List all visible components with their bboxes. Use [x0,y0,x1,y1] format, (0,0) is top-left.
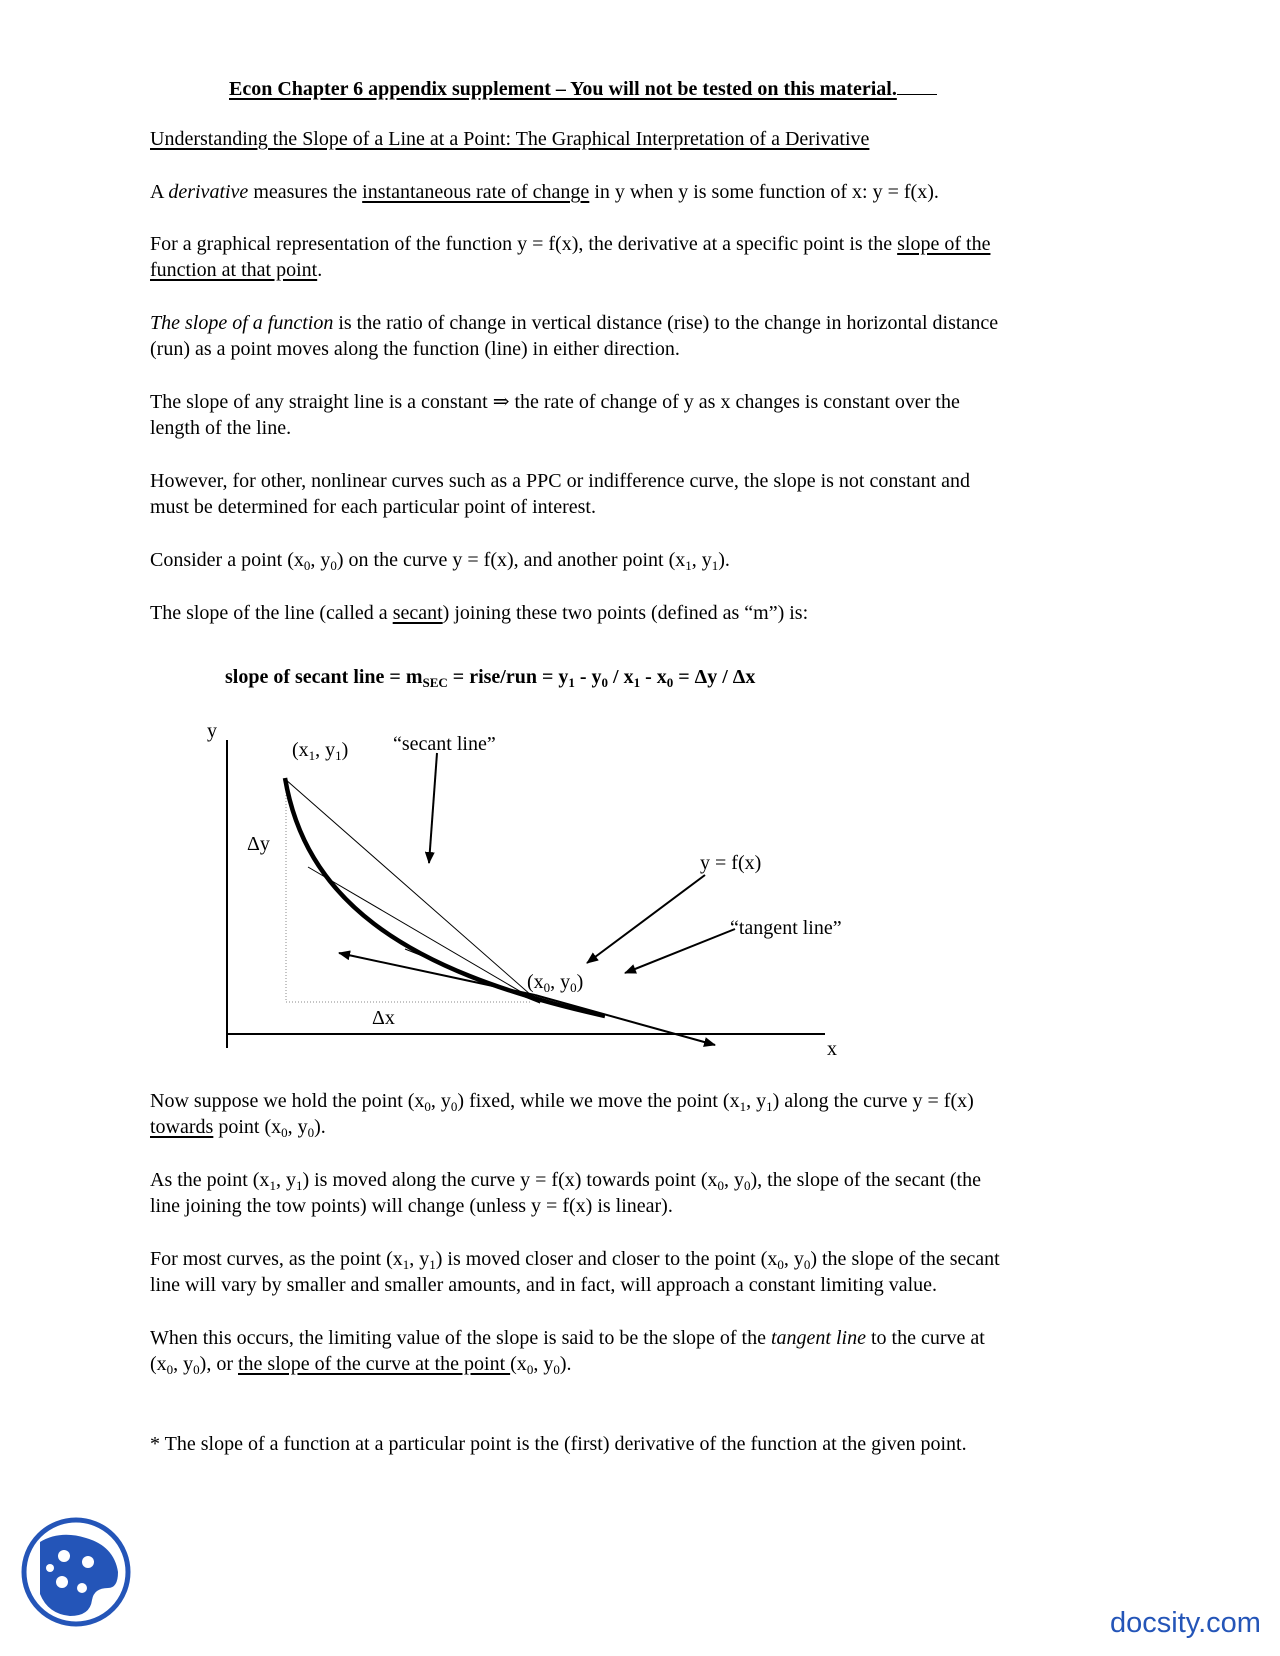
text: measures the [248,181,363,203]
heading-text: Econ Chapter 6 appendix supplement – You will not be tested on this material. [229,78,897,100]
text: in y when y is some function of x: y = f(x). [589,181,939,203]
subscript: 0 [777,1257,784,1272]
text: to the curve at [865,1327,985,1349]
text: For a graphical representation of the function y = f(x), the derivative at a specific point is the [150,233,898,255]
text: ) the slope of the secant [810,1248,1000,1270]
text: - y [574,666,602,688]
paragraph-derivative-definition [150,179,939,206]
secant-pointer-arrow [429,753,437,863]
subscript: 0 [281,1125,288,1140]
subscript: 1 [685,558,692,573]
secant-tangent-diagram [195,715,895,1060]
text: The slope of the line (called a [150,602,393,624]
subscript: 0 [601,675,609,690]
text: ). [559,1353,572,1375]
text: For most curves, as the point (x [150,1248,403,1270]
paragraph-hold-point-line2 [150,1114,326,1141]
paragraph-graphical-line1 [150,231,990,258]
subscript: 0 [526,1362,534,1377]
subscript: 0 [717,1178,725,1193]
text: ) joining these two points (defined as “m”) is: [442,602,809,624]
text: is the ratio of change in vertical distance (rise) to the change in horizontal distance [333,312,999,334]
paragraph-consider-point [150,547,730,574]
paragraph-moving-point-line2: line joining the tow points) will change (unless y = f(x) is linear). [150,1195,673,1217]
subscript: 1 [568,675,575,690]
text: Consider a point (x [150,549,304,571]
text: Now suppose we hold the point (x [150,1090,425,1112]
y-axis-label: y [207,720,217,742]
secant-slope-formula [225,664,755,691]
text: , y [430,1090,451,1112]
text: ) on the curve y = f(x), and another point (x [336,549,686,571]
paragraph-nonlinear-line2: must be determined for each particular point of interest. [150,496,596,518]
subscript: 1 [766,1099,773,1114]
subscript: 0 [193,1362,200,1377]
text: ). [718,549,730,571]
point-x1-y1-label: ($x_1$, $y_1$) [292,739,349,763]
docsity-logo-icon[interactable] [20,1516,132,1628]
text: ) along the curve y = f(x) [772,1090,974,1112]
docsity-brand-link[interactable]: docsity.com [1110,1607,1261,1639]
paragraph-moving-point-line1 [150,1167,981,1194]
paragraph-nonlinear-line1: However, for other, nonlinear curves such as a PPC or indifference curve, the slope is not constant and [150,470,971,492]
paragraph-straight-line-line2: length of the line. [150,417,292,439]
text: ), or [199,1353,238,1375]
subscript: 1 [295,1178,303,1193]
page-heading [229,76,937,103]
subscript: 1 [429,1257,436,1272]
subscript: 0 [330,558,337,573]
text: , y [533,1353,554,1375]
text: / x [608,666,634,688]
subscript: 0 [307,1125,315,1140]
paragraph-tangent-line1 [150,1325,985,1352]
term-derivative: derivative [168,181,249,203]
secant-line-2 [308,867,540,1003]
subscript: 1 [711,558,719,573]
text: slope of secant line = m [225,666,423,688]
text: ). [314,1116,326,1138]
subscript: 0 [803,1257,811,1272]
text: , y [691,549,712,571]
paragraph-slope-definition-line2: (run) as a point moves along the function (line) in either direction. [150,338,680,360]
text: ), the slope of the secant (the [750,1169,981,1191]
term-secant: secant [392,602,443,624]
text: . [317,259,323,281]
delta-x-label: Δx [372,1007,395,1029]
subscript: SEC [422,675,448,690]
x-axis-label: x [827,1038,837,1060]
text: When this occurs, the limiting value of the slope is said to be the slope of the [150,1327,771,1349]
paragraph-limiting-line2: line will vary by smaller and smaller amounts, and in fact, will approach a constant limiting value. [150,1274,938,1296]
text: point (x [213,1116,282,1138]
text: , y [310,549,331,571]
secant-line-label: “secant line” [393,733,496,755]
paragraph-straight-line-line1: The slope of any straight line is a constant ⇒ the rate of change of y as x changes is constant over the [150,391,960,413]
point-x0-y0-label: ($x_0$, $y_0$) [527,971,584,995]
subscript: 0 [744,1178,751,1193]
paragraph-tangent-line2 [150,1351,571,1378]
subscript: 0 [553,1362,560,1377]
text: (x [510,1353,527,1375]
text: , y [724,1169,745,1191]
term-slope-of-function: The slope of a function [150,312,334,334]
underlined-phrase: slope of the [897,233,991,255]
subscript: 0 [166,1362,174,1377]
text: - x [640,666,667,688]
tangent-line-right-arrow [535,995,715,1045]
paragraph-hold-point-line1 [150,1088,974,1115]
text: ) is moved along the curve y = f(x) towards point (x [302,1169,718,1191]
paragraph-slope-definition-line1 [150,310,998,337]
section-subtitle: Understanding the Slope of a Line at a Point: The Graphical Interpretation of a Derivative [150,128,870,150]
text: ) is moved closer and closer to the point (x [435,1248,778,1270]
underlined-phrase: function at that point [150,259,318,281]
term-tangent-line: tangent line [770,1327,866,1349]
underlined-word-towards: towards [150,1116,214,1138]
text: , y [783,1248,804,1270]
subscript: 0 [303,558,311,573]
paragraph-graphical-line2 [150,257,322,284]
text: (x [150,1353,167,1375]
subscript: 1 [269,1178,276,1193]
subscript: 0 [424,1099,431,1114]
tangent-line-label: “tangent line” [730,917,842,939]
underlined-phrase: the slope of the curve at the point [238,1353,511,1375]
function-pointer-arrow [587,875,705,963]
text: As the point (x [150,1169,270,1191]
heading-underline-bar [897,80,937,95]
subscript: 1 [402,1257,410,1272]
paragraph-limiting-line1 [150,1246,1000,1273]
subscript: 1 [633,675,641,690]
subscript: 0 [666,675,674,690]
text: , y [287,1116,308,1138]
paragraph-secant-intro [150,600,808,627]
text: , y [746,1090,767,1112]
text: , y [409,1248,430,1270]
tangent-pointer-arrow [625,929,735,973]
text: = rise/run = y [447,666,569,688]
subscript: 1 [739,1099,747,1114]
text: , y [173,1353,194,1375]
text: = Δy / Δx [673,666,756,688]
summary-note: * The slope of a function at a particular point is the (first) derivative of the function at the given point. [150,1433,967,1455]
text: ) fixed, while we move the point (x [457,1090,740,1112]
underlined-phrase: instantaneous rate of change [362,181,590,203]
function-label: y = f(x) [700,852,762,874]
delta-y-label: Δy [247,833,270,855]
text: A [150,181,169,203]
subscript: 0 [450,1099,458,1114]
text: , y [275,1169,296,1191]
